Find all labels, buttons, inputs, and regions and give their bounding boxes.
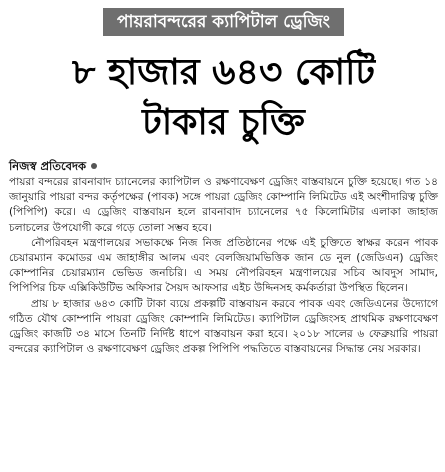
kicker-wrap (9, 4, 438, 38)
headline-line-1: ৮ হাজার ৬৪৩ কোটি (71, 52, 376, 93)
paragraph-3: প্রায় ৮ হাজার ৬৪৩ কোটি টাকা ব্যয়ে প্রকল্পটি বাস্তবায়ন করবে পাবক এবং জেডিএনের উদ্যোগে গঠিত যৌথ কোম্পানি পায়রা ড্রেজিং কোম্পানি লিমিটেড। ক্যাপিটাল ড্রেজিংসহ প্রাথমিক রক্ষণাবেক্ষণ ড্রেজিং কাজটি ৩৪ মাসে তিনটি নির্দিষ্ট ধাপে বাস্তবায়ন করা হবে। ২০১৮ সালের ৬ ফেব্রুয়ারি পায়রা বন্দরের ক্যাপিটাল ও রক্ষণাবেক্ষণ ড্রেজিং প্রকল্প পিপিপি পদ্ধতিতে বাস্তবায়নের সিদ্ধান্ত নেয় সরকার। (9, 297, 438, 356)
bullet-dot-icon (91, 163, 97, 169)
article-body (9, 175, 438, 357)
headline (9, 48, 438, 148)
kicker-label: পায়রাবন্দরের ক্যাপিটাল ড্রেজিং (103, 8, 344, 36)
paragraph-1: পায়রা বন্দরের রাবনাবাদ চ্যানেলের ক্যাপিটাল ও রক্ষণাবেক্ষণ ড্রেজিং বাস্তবায়নে চুক্তি হয়েছে। গত ১৪ জানুয়ারি পায়রা বন্দর কর্তৃপক্ষের (পাবক) সঙ্গে পায়রা ড্রেজিং কোম্পানি লিমিটেড এই অংশীদারিত্ব চুক্তি (পিপিপি) করে। এ ড্রেজিং বাস্তবায়ন হলে রাবনাবাদ চ্যানেলের ৭৫ কিলোমিটার এলাকা জাহাজ চলাচলের উপযোগী করে গড়ে তোলা সম্ভব হবে। (9, 176, 438, 234)
headline-line-2: টাকার চুক্তি (142, 102, 305, 143)
paragraph-2: নৌপরিবহন মন্ত্রণালয়ের সভাকক্ষে নিজ নিজ প্রতিষ্ঠানের পক্ষে এই চুক্তিতে স্বাক্ষর করেন পাবক চেয়ারম্যান কমোডর এম জাহাঙ্গীর আলম এবং বেলজিয়ামভিত্তিক জান ডে নুল (জেডিএন) ড্রেজিং কোম্পানির চেয়ারম্যান ভেভিড জনচিরি। এ সময় নৌপরিবহন মন্ত্রণালয়ের সচিব আবদুস সামাদ, পিপিপির চিফ এক্সিকিউটিভ অফিসার সৈয়দ আফসার এইচ উদ্দিনসহ কর্মকর্তারা উপস্থিত ছিলেন। (9, 236, 438, 295)
byline-row (9, 158, 438, 174)
byline: নিজস্ব প্রতিবেদক (9, 159, 87, 173)
